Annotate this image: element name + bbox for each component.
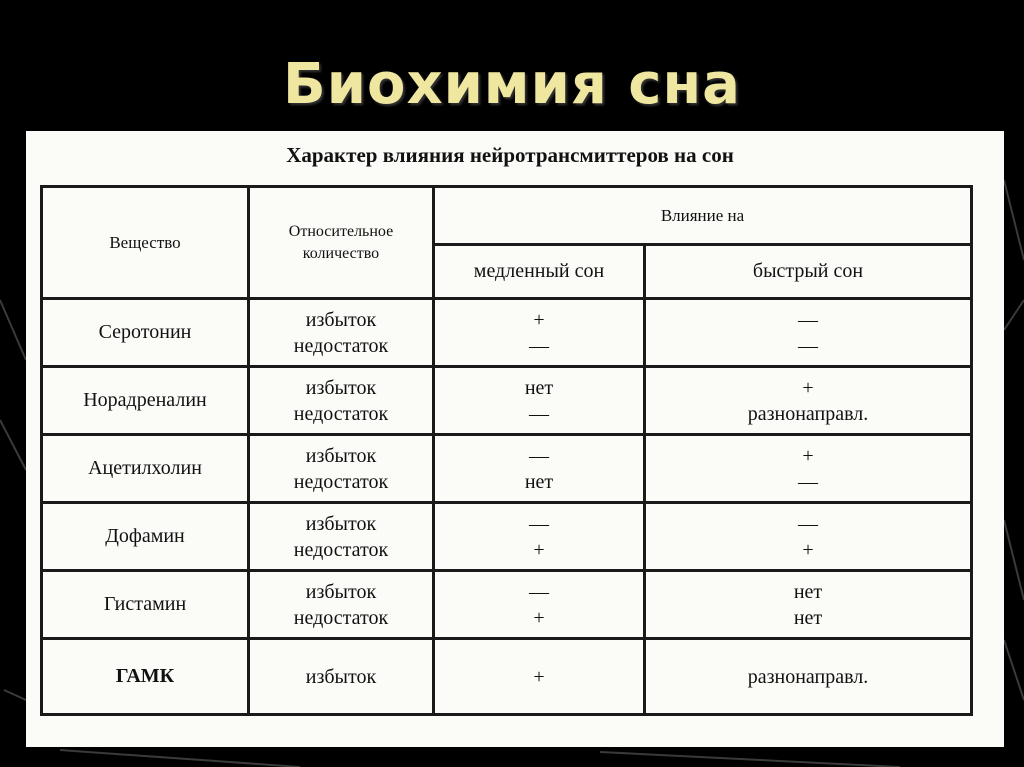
substance-name: Дофамин	[42, 503, 249, 571]
amount-cell: избыток недостаток	[249, 299, 434, 367]
amount-cell: избыток недостаток	[249, 503, 434, 571]
table-page	[26, 131, 1004, 747]
table-caption: Характер влияния нейротрансмиттеров на сон	[286, 143, 734, 167]
slow-sleep-cell: + —	[434, 299, 645, 367]
header-fast-sleep: быстрый сон	[645, 245, 972, 299]
fast-sleep-cell: + разнонаправл.	[645, 367, 972, 435]
fast-sleep-cell: — —	[645, 299, 972, 367]
fast-sleep-cell: разнонаправл.	[645, 639, 972, 715]
table-row	[42, 503, 972, 571]
fast-sleep-cell: нет нет	[645, 571, 972, 639]
header-slow-sleep: медленный сон	[434, 245, 645, 299]
amount-cell: избыток	[249, 639, 434, 715]
substance-name: Серотонин	[42, 299, 249, 367]
slow-sleep-cell: +	[434, 639, 645, 715]
slow-sleep-cell: нет —	[434, 367, 645, 435]
substance-name: Ацетилхолин	[42, 435, 249, 503]
table-row	[42, 299, 972, 367]
substance-name: Норадреналин	[42, 367, 249, 435]
header-amount: Относительное количество	[249, 187, 434, 299]
neurotransmitter-table	[40, 185, 973, 716]
slow-sleep-cell: — +	[434, 571, 645, 639]
table-row	[42, 571, 972, 639]
header-substance: Вещество	[42, 187, 249, 299]
slow-sleep-cell: — +	[434, 503, 645, 571]
table-row	[42, 435, 972, 503]
fast-sleep-cell: — +	[645, 503, 972, 571]
header-effect: Влияние на	[434, 187, 972, 245]
table-row	[42, 639, 972, 715]
table-row	[42, 367, 972, 435]
slow-sleep-cell: — нет	[434, 435, 645, 503]
amount-cell: избыток недостаток	[249, 571, 434, 639]
amount-cell: избыток недостаток	[249, 435, 434, 503]
amount-cell: избыток недостаток	[249, 367, 434, 435]
substance-name: ГАМК	[42, 639, 249, 715]
fast-sleep-cell: + —	[645, 435, 972, 503]
substance-name: Гистамин	[42, 571, 249, 639]
slide-title: Биохимия сна	[283, 52, 741, 117]
